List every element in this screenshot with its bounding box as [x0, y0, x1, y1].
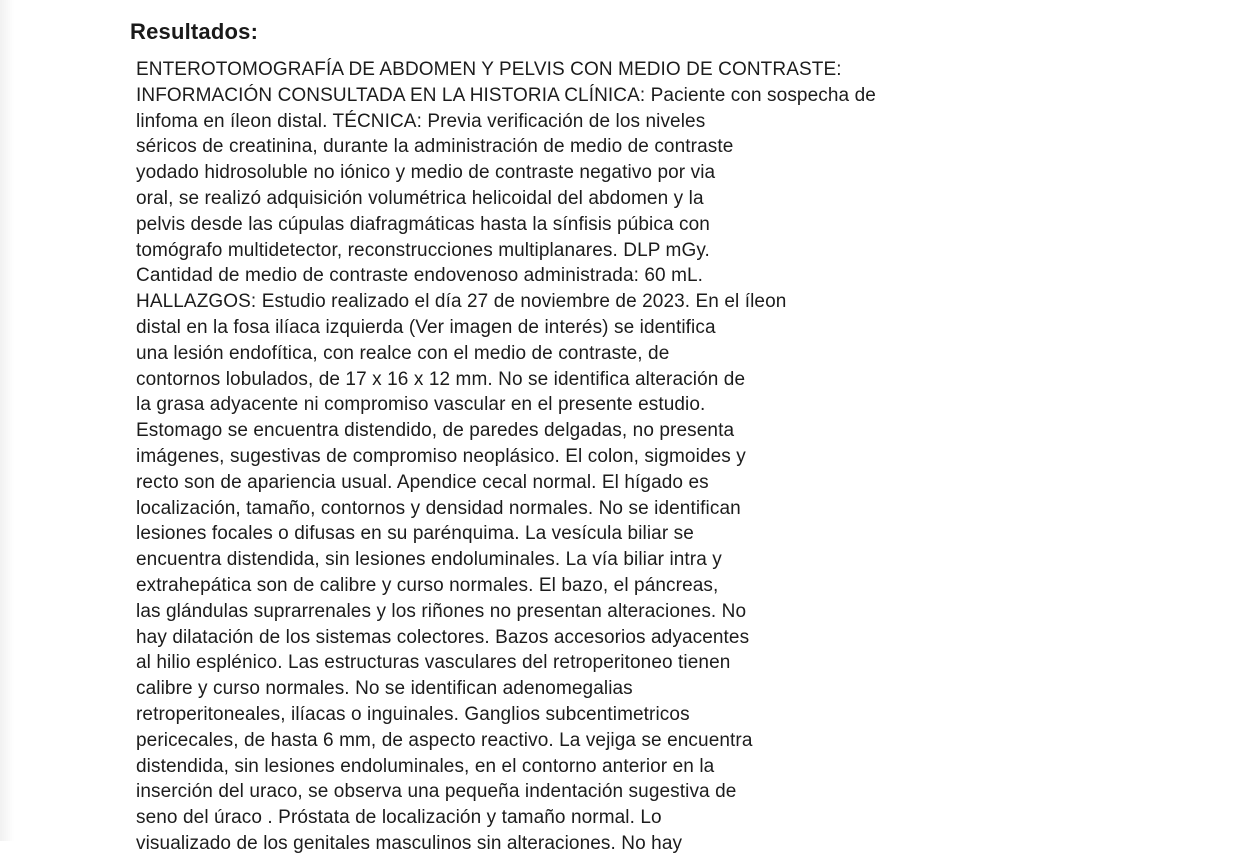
report-line: pelvis desde las cúpulas diafragmáticas hasta la sínfisis púbica con: [136, 213, 710, 235]
report-line: lesiones focales o difusas en su parénquima. La vesícula biliar se: [136, 523, 694, 545]
results-heading: Resultados:: [130, 19, 259, 44]
report-line: las glándulas suprarrenales y los riñones no presentan alteraciones. No: [136, 600, 747, 622]
report-line: calibre y curso normales. No se identifican adenomegalias: [136, 678, 633, 700]
report-line: la grasa adyacente ni compromiso vascular en el presente estudio.: [136, 394, 706, 416]
report-line: linfoma en íleon distal. TÉCNICA: Previa verificación de los niveles: [136, 110, 706, 132]
report-line: inserción del uraco, se observa una pequeña indentación sugestiva de: [136, 781, 737, 803]
report-line: extrahepática son de calibre y curso normales. El bazo, el páncreas,: [136, 574, 719, 596]
report-line: contornos lobulados, de 17 x 16 x 12 mm. No se identifica alteración de: [136, 368, 746, 390]
report-line: tomógrafo multidetector, reconstrucciones multiplanares. DLP mGy.: [136, 239, 710, 261]
report-line: retroperitoneales, ilíacas o inguinales. Ganglios subcentimetricos: [136, 703, 690, 725]
report-line: INFORMACIÓN CONSULTADA EN LA HISTORIA CLÍNICA: Paciente con sospecha de: [136, 84, 876, 106]
report-line: seno del úraco . Próstata de localización y tamaño normal. Lo: [136, 807, 662, 829]
report-line: oral, se realizó adquisición volumétrica helicoidal del abdomen y la: [136, 187, 704, 209]
report-line: recto son de apariencia usual. Apendice cecal normal. El hígado es: [136, 471, 709, 493]
report-line: yodado hidrosoluble no iónico y medio de contraste negativo por via: [136, 162, 716, 184]
report-line: Estomago se encuentra distendido, de paredes delgadas, no presenta: [136, 420, 735, 442]
report-line: distal en la fosa ilíaca izquierda (Ver imagen de interés) se identifica: [136, 316, 716, 338]
report-line: imágenes, sugestivas de compromiso neoplásico. El colon, sigmoides y: [136, 445, 746, 467]
report-line: ENTEROTOMOGRAFÍA DE ABDOMEN Y PELVIS CON MEDIO DE CONTRASTE:: [136, 59, 842, 80]
scan-edge-shadow: [0, 0, 14, 841]
report-line: hay dilatación de los sistemas colectores. Bazos accesorios adyacentes: [136, 626, 750, 648]
report-line: pericecales, de hasta 6 mm, de aspecto reactivo. La vejiga se encuentra: [136, 729, 753, 751]
report-line: visualizado de los genitales masculinos sin alteraciones. No hay: [136, 832, 683, 854]
report-body: [136, 57, 956, 857]
report-line: encuentra distendida, sin lesiones endoluminales. La vía biliar intra y: [136, 549, 722, 571]
report-line: HALLAZGOS: Estudio realizado el día 27 de noviembre de 2023. En el íleon: [136, 291, 787, 313]
report-line: localización, tamaño, contornos y densidad normales. No se identifican: [136, 497, 741, 519]
report-line: al hilio esplénico. Las estructuras vasculares del retroperitoneo tienen: [136, 652, 731, 674]
report-line: Cantidad de medio de contraste endovenoso administrada: 60 mL.: [136, 265, 704, 287]
report-line: una lesión endofítica, con realce con el medio de contraste, de: [136, 342, 670, 364]
report-line: distendida, sin lesiones endoluminales, en el contorno anterior en la: [136, 755, 715, 777]
report-line: séricos de creatinina, durante la administración de medio de contraste: [136, 136, 734, 158]
